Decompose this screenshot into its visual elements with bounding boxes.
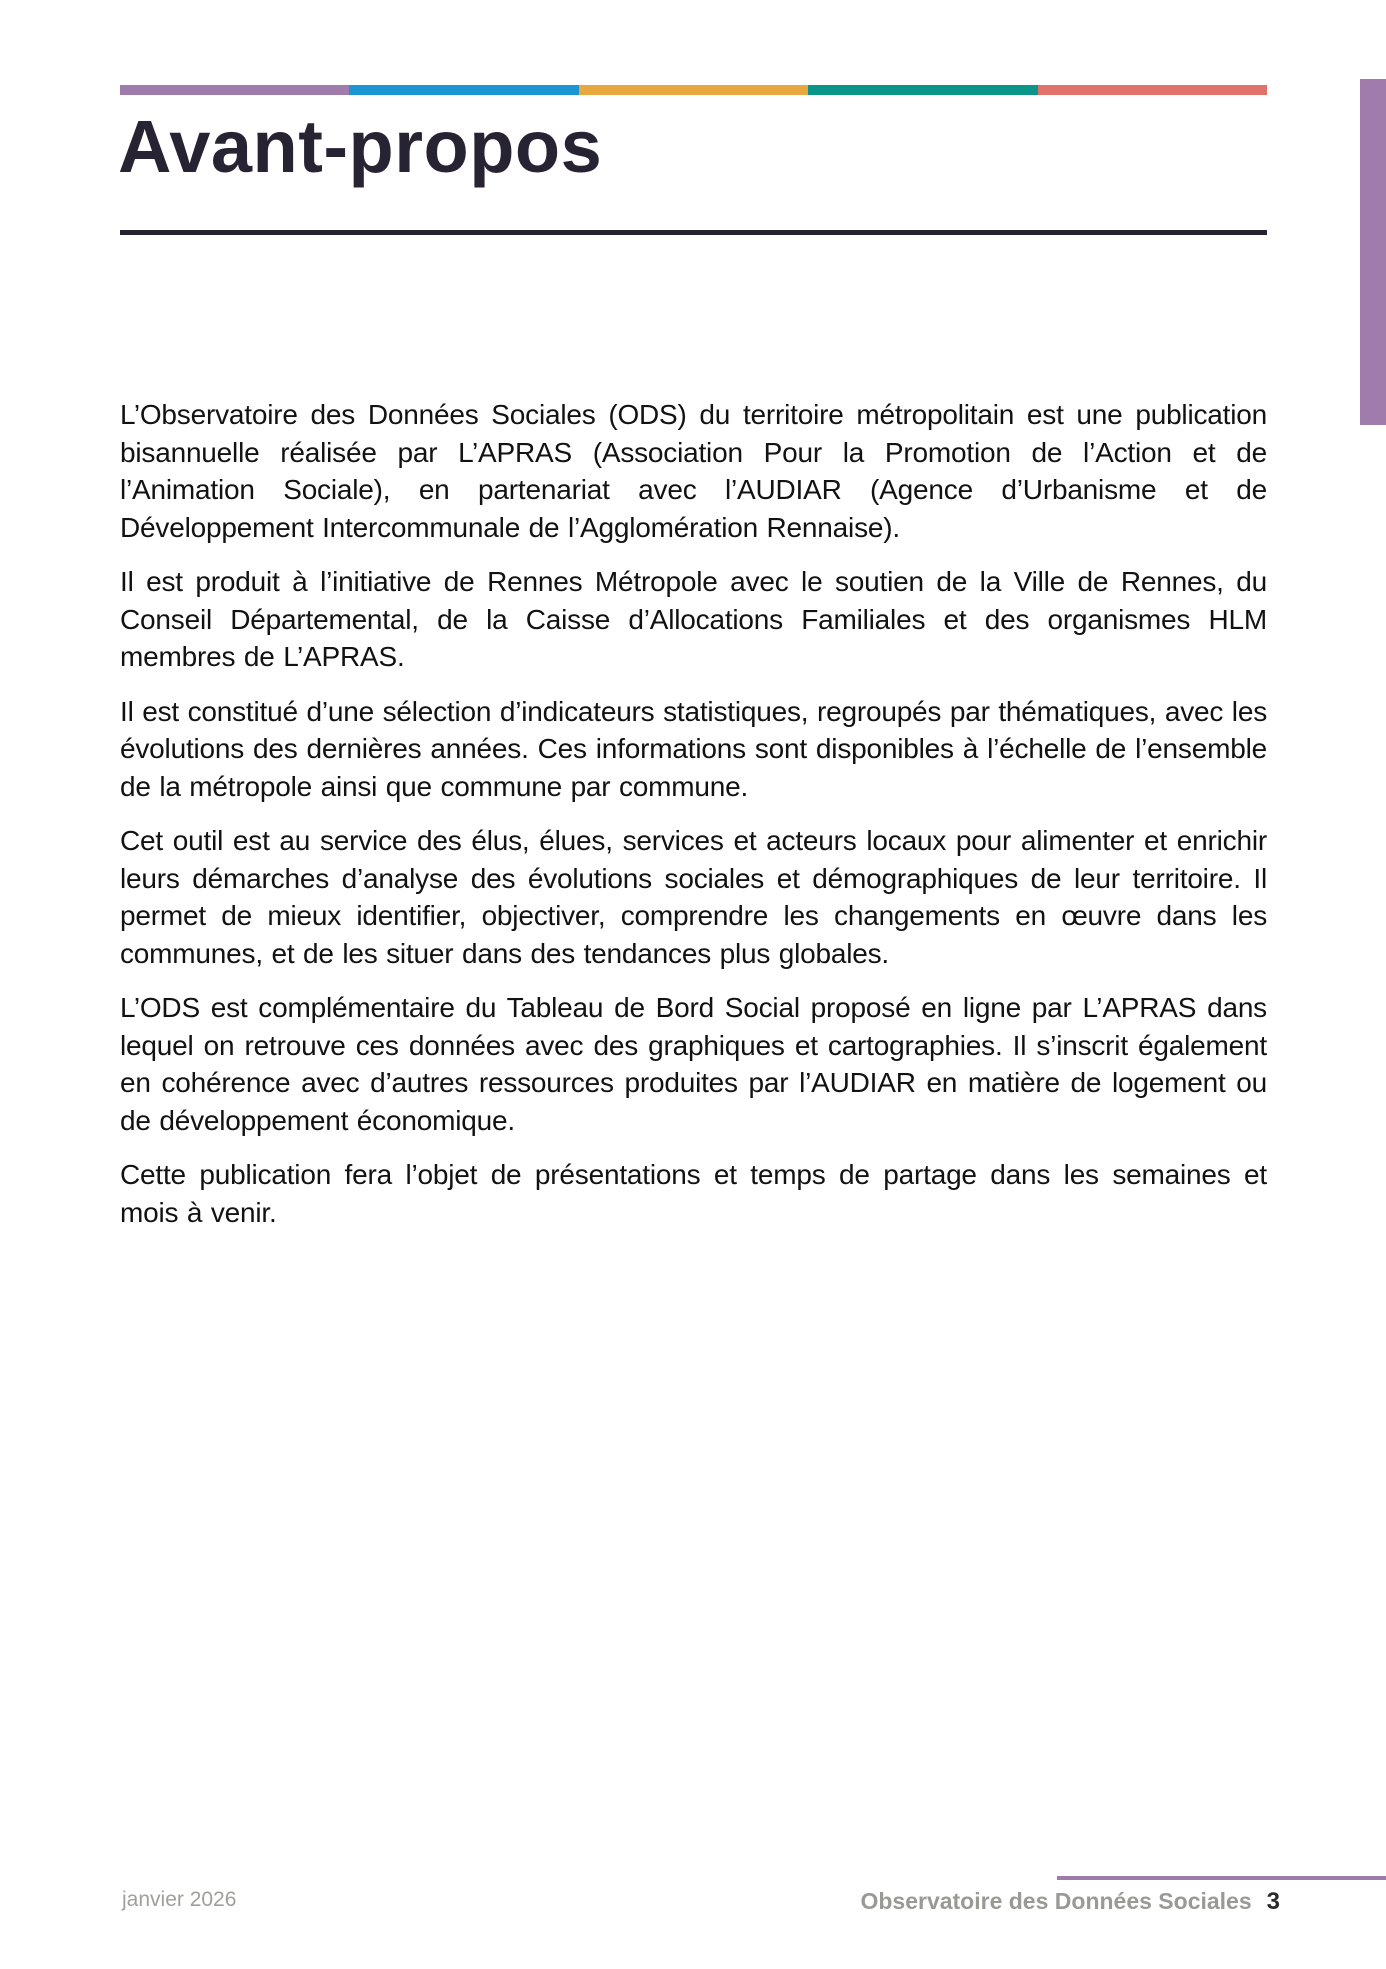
top-color-bar: [120, 85, 1267, 95]
top-bar-segment-teal: [808, 85, 1037, 95]
title-divider: [120, 230, 1267, 235]
footer-right: [860, 1888, 1280, 1916]
paragraph: Cette publication fera l’objet de présentations et temps de partage dans les semaines et mois à venir.: [120, 1159, 1267, 1228]
paragraph: L’Observatoire des Données Sociales (ODS) du territoire métropolitain est une publication bisannuelle réalisée par L’APRAS (Association Pour la Promotion de l’Action et de l’Animation Sociale), en partenariat avec l’AUDIAR (Agence d’Urbanisme et de Développement Intercommunale de l’Agglomération Rennaise).: [120, 399, 1267, 543]
footer-publication-title: Observatoire des Données Sociales: [860, 1888, 1252, 1914]
paragraph: Il est produit à l’initiative de Rennes Métropole avec le soutien de la Ville de Rennes, du Conseil Départemental, de la Caisse d’Allocations Familiales et des organismes HLM membres de L’APRAS.: [120, 566, 1267, 672]
footer-page-number: 3: [1266, 1888, 1280, 1915]
paragraph: Il est constitué d’une sélection d’indicateurs statistiques, regroupés par thématiques, avec les évolutions des dernières années. Ces informations sont disponibles à l’échelle de l’ensemble de la métropole ainsi que commune par commune.: [120, 695, 1267, 802]
side-accent-bar: [1360, 79, 1386, 425]
footer-divider: [1057, 1876, 1386, 1880]
paragraph: L’ODS est complémentaire du Tableau de Bord Social proposé en ligne par L’APRAS dans lequel on retrouve ces données avec des graphiques et cartographies. Il s’inscrit également en cohérence avec d’autres ressources produites par l’AUDIAR en matière de logement ou de développement économique.: [120, 992, 1267, 1136]
top-bar-segment-salmon: [1038, 85, 1267, 95]
top-bar-segment-purple: [120, 85, 349, 95]
paragraph: Cet outil est au service des élus, élues, services et acteurs locaux pour alimenter et enrichir leurs démarches d’analyse des évolutions sociales et démographiques de leur territoire. Il permet de mieux identifier, objectiver, comprendre les changements en œuvre dans les communes, et de les situer dans des tendances plus globales.: [120, 825, 1267, 969]
body-text: [120, 396, 1267, 1248]
page-title: Avant-propos: [118, 105, 603, 188]
footer-date: janvier 2026: [122, 1888, 237, 1911]
top-bar-segment-orange: [579, 85, 808, 95]
top-bar-segment-blue: [349, 85, 578, 95]
